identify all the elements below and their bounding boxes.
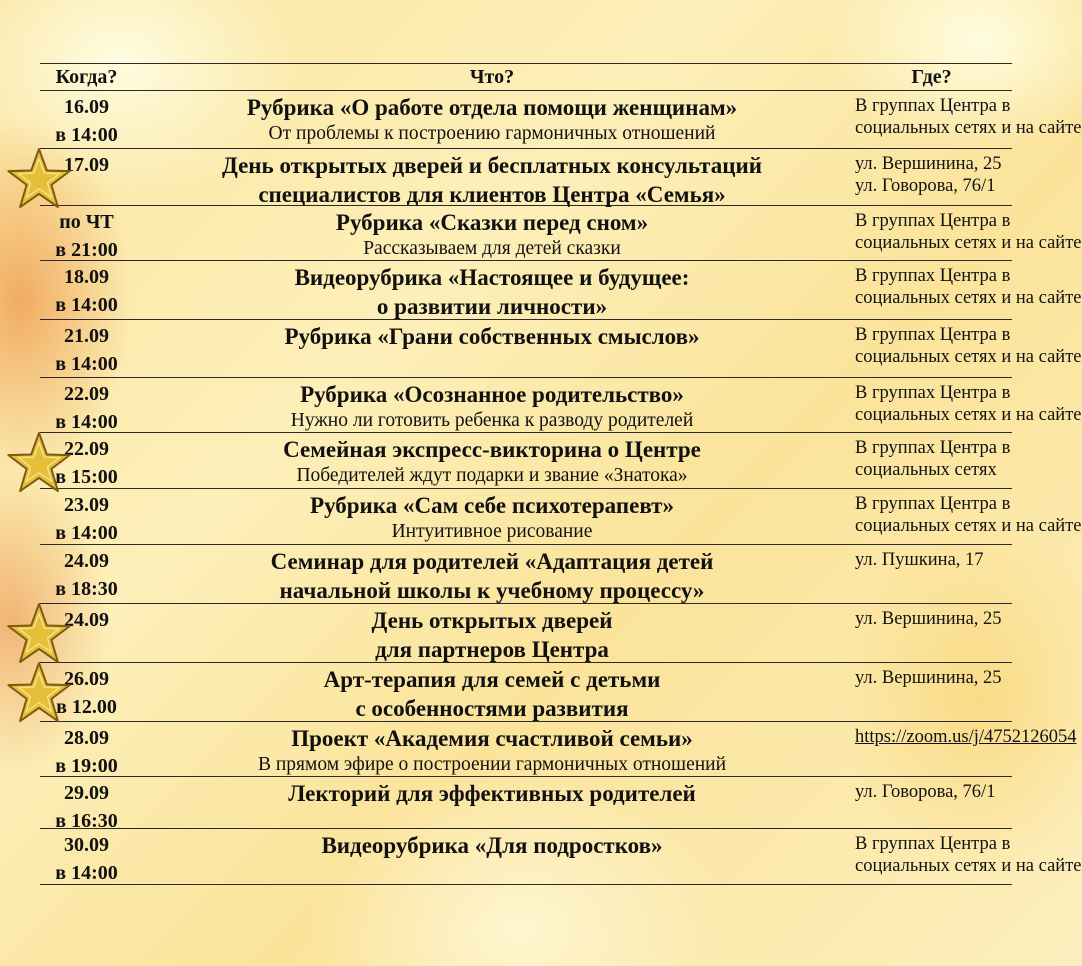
- header-when: Когда?: [55, 65, 118, 88]
- event-time: в 21:00: [55, 239, 118, 261]
- table-row: [40, 545, 1012, 604]
- event-place: ул. Вершинина, 25: [855, 154, 1002, 174]
- event-place: В группах Центра в: [855, 211, 1011, 231]
- event-what: [133, 206, 851, 264]
- event-time: в 14:00: [55, 862, 118, 884]
- event-where: [851, 91, 1082, 149]
- event-title: специалистов для клиентов Центра «Семья»: [258, 182, 726, 207]
- event-place: ул. Говорова, 76/1: [855, 782, 996, 802]
- event-place: социальных сетях и на сайте: [855, 405, 1082, 425]
- event-title: Семинар для родителей «Адаптация детей: [270, 549, 714, 574]
- event-where: [851, 545, 1012, 605]
- event-time: в 15:00: [55, 466, 118, 488]
- event-date: 18.09: [64, 266, 109, 288]
- event-place: ул. Говорова, 76/1: [855, 176, 996, 196]
- event-place: социальных сетях: [855, 460, 997, 480]
- event-title: с особенностями развития: [355, 696, 629, 721]
- event-date: 17.09: [64, 154, 109, 176]
- event-time: в 16:30: [55, 810, 118, 832]
- event-time: в 14:00: [55, 353, 118, 375]
- event-place: В группах Центра в: [855, 266, 1011, 286]
- event-subtitle: В прямом эфире о построении гармоничных отношений: [257, 754, 727, 775]
- event-title: для партнеров Центра: [375, 637, 609, 662]
- event-time: в 14:00: [55, 294, 118, 316]
- table-row: [40, 433, 1012, 489]
- event-subtitle: Нужно ли готовить ребенка к разводу родителей: [290, 410, 694, 431]
- event-title: Рубрика «Сам себе психотерапевт»: [310, 493, 674, 518]
- event-place: В группах Центра в: [855, 834, 1011, 854]
- table-row: [40, 206, 1082, 261]
- event-when: [40, 722, 133, 780]
- event-date: 22.09: [64, 383, 109, 405]
- schedule-table: [40, 63, 1082, 885]
- event-subtitle: Рассказываем для детей сказки: [363, 238, 621, 259]
- event-what: [133, 149, 851, 209]
- event-time: в 14:00: [55, 522, 118, 544]
- event-subtitle: Интуитивное рисование: [391, 521, 593, 542]
- event-what: [133, 545, 851, 605]
- event-time: в 12.00: [56, 696, 117, 718]
- event-title: День открытых дверей и бесплатных консультаций: [221, 153, 763, 178]
- event-when: [40, 91, 133, 149]
- event-date: 30.09: [64, 834, 109, 856]
- table-row: [40, 829, 1082, 885]
- event-place: социальных сетях и на сайте: [855, 856, 1082, 876]
- event-title: День открытых дверей: [371, 608, 613, 633]
- event-when: [40, 489, 133, 547]
- event-place: социальных сетях и на сайте: [855, 288, 1082, 308]
- event-title: Семейная экспресс-викторина о Центре: [283, 437, 701, 462]
- event-where: [851, 320, 1082, 378]
- star-icon: [6, 147, 72, 209]
- event-title: Рубрика «Грани собственных смыслов»: [284, 324, 700, 349]
- event-date: 21.09: [64, 325, 109, 347]
- event-place: ул. Пушкина, 17: [855, 550, 984, 570]
- event-date: по ЧТ: [59, 211, 114, 233]
- event-where: [851, 261, 1082, 321]
- event-what: [133, 489, 851, 547]
- star-icon: [6, 661, 72, 723]
- event-when: [40, 320, 133, 378]
- event-what: [133, 604, 851, 664]
- star-icon: [6, 431, 72, 493]
- event-title: Рубрика «О работе отдела помощи женщинам»: [246, 95, 738, 120]
- table-row: [40, 149, 1012, 206]
- event-place: социальных сетях и на сайте: [855, 233, 1082, 253]
- event-when: [40, 545, 133, 605]
- event-when: [40, 261, 133, 321]
- event-what: [133, 777, 851, 835]
- event-date: 28.09: [64, 727, 109, 749]
- event-date: 22.09: [64, 438, 109, 460]
- zoom-link[interactable]: https://zoom.us/j/4752126054: [855, 727, 1077, 747]
- event-place: социальных сетях и на сайте: [855, 118, 1082, 138]
- event-what: [133, 663, 851, 723]
- event-subtitle: Победителей ждут подарки и звание «Знатока»: [296, 465, 688, 486]
- event-place: ул. Вершинина, 25: [855, 609, 1002, 629]
- event-place: ул. Вершинина, 25: [855, 668, 1002, 688]
- event-what: [133, 722, 851, 780]
- event-where: [851, 149, 1012, 209]
- event-when: [40, 777, 133, 835]
- event-place: В группах Центра в: [855, 438, 1011, 458]
- event-where: [851, 777, 1012, 835]
- event-title: Арт-терапия для семей с детьми: [323, 667, 661, 692]
- event-date: 16.09: [64, 96, 109, 118]
- event-where: [851, 829, 1082, 887]
- table-body: [40, 91, 1082, 885]
- header-where: Где?: [911, 65, 952, 88]
- event-title: Проект «Академия счастливой семьи»: [291, 726, 693, 751]
- event-title: начальной школы к учебному процессу»: [279, 578, 705, 603]
- event-subtitle: От проблемы к построению гармоничных отношений: [268, 123, 716, 144]
- event-place: В группах Центра в: [855, 325, 1011, 345]
- event-where: [851, 604, 1012, 664]
- event-place: В группах Центра в: [855, 96, 1011, 116]
- event-where: [851, 663, 1012, 723]
- event-where: [851, 433, 1012, 491]
- header-what: Что?: [469, 65, 515, 88]
- event-date: 26.09: [64, 668, 109, 690]
- table-row: [40, 777, 1012, 832]
- event-time: в 14:00: [55, 411, 118, 433]
- event-what: [133, 433, 851, 491]
- event-where: [851, 722, 1077, 780]
- event-date: 24.09: [64, 550, 109, 572]
- event-date: 24.09: [64, 609, 109, 631]
- event-where: [851, 206, 1082, 264]
- table-row: [40, 378, 1082, 433]
- table-row: [40, 722, 1077, 777]
- table-row: [40, 489, 1082, 545]
- table-row: [40, 604, 1012, 663]
- event-where: [851, 378, 1082, 436]
- star-icon: [6, 602, 72, 664]
- event-title: Рубрика «Сказки перед сном»: [335, 210, 649, 235]
- event-when: [40, 206, 133, 264]
- event-what: [133, 829, 851, 887]
- event-title: Рубрика «Осознанное родительство»: [300, 382, 684, 407]
- event-where: [851, 489, 1082, 547]
- event-title: Лекторий для эффективных родителей: [288, 781, 696, 806]
- event-what: [133, 91, 851, 149]
- event-place: В группах Центра в: [855, 383, 1011, 403]
- event-when: [40, 829, 133, 887]
- event-what: [133, 320, 851, 378]
- event-title: о развитии личности»: [376, 294, 608, 319]
- event-time: в 18:30: [55, 578, 118, 600]
- event-place: В группах Центра в: [855, 494, 1011, 514]
- event-time: в 19:00: [55, 755, 118, 777]
- table-header-row: [40, 63, 1012, 91]
- event-title: Видеорубрика «Для подростков»: [321, 833, 663, 858]
- event-title: Видеорубрика «Настоящее и будущее:: [294, 265, 690, 290]
- event-time: в 14:00: [55, 124, 118, 146]
- event-place: социальных сетях и на сайте: [855, 347, 1082, 367]
- event-when: [40, 378, 133, 436]
- table-row: [40, 663, 1012, 722]
- event-what: [133, 261, 851, 321]
- event-date: 29.09: [64, 782, 109, 804]
- event-what: [133, 378, 851, 436]
- event-place: социальных сетях и на сайте: [855, 516, 1082, 536]
- table-row: [40, 320, 1082, 378]
- table-row: [40, 91, 1082, 149]
- table-row: [40, 261, 1082, 320]
- event-date: 23.09: [64, 494, 109, 516]
